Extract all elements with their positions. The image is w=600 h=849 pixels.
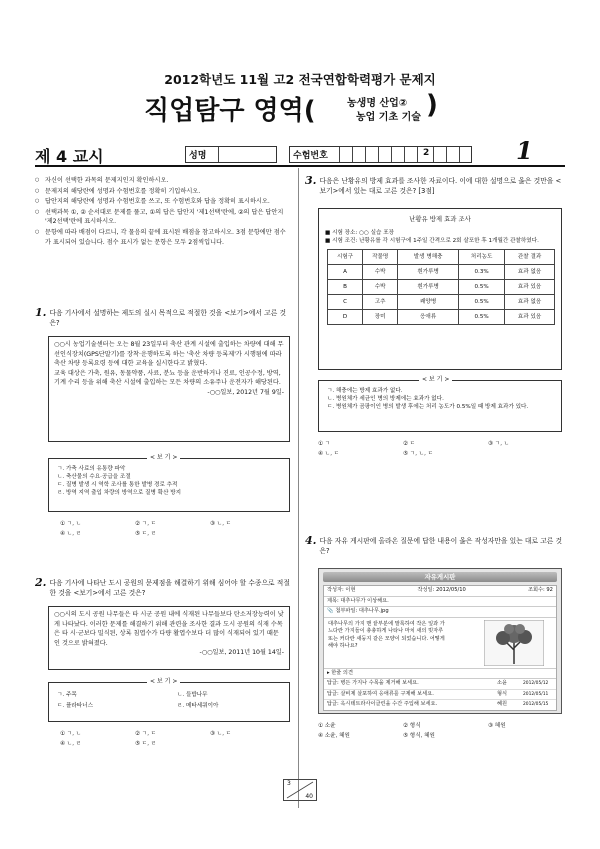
table-cell: C: [328, 295, 363, 310]
question-number: 1.: [35, 306, 47, 319]
reply-date: 2012/05/11: [523, 691, 549, 697]
bogi-label: < 보 기 >: [147, 454, 180, 462]
note-item: ○ 답안지의 해당란에 성명과 수험번호를 쓰고, 또 수험번호와 답을 정확히 표시하시오.: [35, 197, 291, 207]
reply-header: ▸ 한줄 의견: [324, 669, 556, 680]
answer-choices: [318, 722, 558, 740]
question-3: [305, 176, 567, 196]
tree-image: [484, 620, 544, 666]
question-number: 3.: [305, 174, 317, 187]
page-footer: [283, 779, 317, 801]
table-cell: 0.3%: [459, 265, 505, 280]
results-table: [327, 249, 555, 325]
choice-4[interactable]: ④ ㄴ, ㄹ: [60, 531, 82, 537]
choice-2[interactable]: ② 형식: [403, 723, 421, 729]
question-4: [305, 536, 567, 556]
table-cell: 흰가루병: [398, 280, 459, 295]
article-text: ○○시의 도시 공원 나무들은 타 시군 공원 내에 식재된 나무들보다 탄소저장능력이 낮게 나타났다. 이러한 문제를 해결하기 위해 관련을 조사한 결과 도시 공원의 식재 수목은 타 시·군보다 밀식된, 상록 침엽수가 다량 활엽수보다 더 많이 식재되어 있기 때문인 것으로 밝혀졌다.: [54, 611, 284, 647]
choice-4[interactable]: ④ ㄴ, ㄹ: [60, 741, 82, 747]
bogi-item: ㄹ. 메타세쿼이아: [177, 703, 219, 709]
question-stem: 다음 자유 게시판에 올라온 질문에 답한 내용이 옳은 작성자만을 있는 대로 고른 것은?: [319, 537, 563, 555]
experiment-box: [318, 208, 562, 370]
table-cell: 장미: [363, 310, 398, 325]
table-cell: 쾌양병: [398, 295, 459, 310]
reply-text: 답글: 병든 가지나 수목을 제거해 보세요.: [327, 680, 419, 686]
name-field: [185, 146, 277, 163]
bogi-item: ㄱ. 가축 사료의 유통량 파악: [57, 466, 126, 472]
comment-icon: ▸: [327, 669, 330, 676]
subject-main: 직업탐구 영역(: [144, 96, 316, 126]
answer-choices: [60, 520, 280, 538]
post-author: 작성자: 이현: [327, 587, 356, 593]
subject-title: [144, 88, 464, 128]
article-source: -○○일보, 2012년 7월 9일-: [207, 388, 284, 396]
note-item: ○ 문제지의 해당란에 성명과 수험번호를 정확히 기입하시오.: [35, 187, 291, 197]
table-header: 발생 병해충: [398, 250, 459, 265]
table-header: 관찰 결과: [505, 250, 555, 265]
answer-choices: [60, 730, 280, 748]
bogi-item: ㄷ. 플라타너스: [57, 703, 93, 709]
subject-sub2: 농업 기초 기술: [356, 112, 421, 123]
post-views: 조회수: 92: [527, 587, 553, 593]
bogi-item: ㄱ. 해충에는 방제 효과가 없다.: [327, 388, 403, 394]
choice-5[interactable]: ⑤ 형식, 혜원: [403, 733, 435, 739]
bogi-label: < 보 기 >: [147, 678, 180, 686]
table-header: 작물명: [363, 250, 398, 265]
question-stem: 다음은 난황유의 방제 효과를 조사한 자료이다. 이에 대한 설명으로 옳은 것만을 <보기>에서 있는 대로 고른 것은? [3점]: [319, 177, 562, 195]
table-cell: 효과 있음: [505, 310, 555, 325]
experiment-condition: ■ 시험 조건: 난황유를 각 시험구에 1주일 간격으로 2회 살포한 후 1개월간 관찰하였다.: [325, 238, 539, 244]
reply-date: 2012/05/12: [523, 681, 549, 686]
post-subject: 제목: 대추나무가 이상해요.: [324, 597, 556, 608]
question-1: [35, 308, 293, 328]
answer-choices: [318, 440, 558, 458]
exam-number-label: 수험번호: [293, 151, 328, 161]
question-number: 4.: [305, 534, 317, 547]
article-text: ○○시 농업기술센터는 오는 8월 23일부터 축산 관계 시설에 출입하는 차량에 대해 무선인식장치(GPS단말기)를 장착·운행하도록 하는 '축산 차량 등록제'가 시행됨에 따라 축산 차량 등록요령 등에 대한 교육을 실시한다고 밝혔다. 교육 대상은 가축, 원유, 동물약품, 사료, 분뇨 등을 운반하거나 진료, 인공수정, 방역, 기계 수리 등을 위해 축산 시설에 출입하는 모든 차량의 소유주나 운전자가 해당된다.: [54, 341, 284, 387]
table-row: [328, 295, 555, 310]
name-label: 성명: [189, 151, 207, 161]
reply-author: 소윤: [497, 680, 508, 686]
table-header: 처리농도: [459, 250, 505, 265]
note-item: ○ 문항에 따라 배점이 다르니, 각 물음의 끝에 표시된 배점을 참고하시오. 3점 문항에만 점수가 표시되어 있습니다. 점수 표시가 없는 문항은 모두 2점씩입니다.: [35, 228, 291, 247]
table-cell: 응애류: [398, 310, 459, 325]
bogi-item: ㄷ. 병원체가 곰팡이인 병의 발생 후에는 처리 농도가 0.5%일 때 방제 효과가 있다.: [327, 404, 529, 410]
exam-number-digit: 2: [423, 148, 430, 158]
reply-date: 2012/05/15: [523, 702, 549, 707]
table-row: [328, 310, 555, 325]
choice-1[interactable]: ① ㄱ: [318, 441, 331, 447]
subject-sub1: 농생명 산업②: [347, 98, 408, 109]
table-cell: 0.5%: [459, 295, 505, 310]
table-cell: D: [328, 310, 363, 325]
choice-3[interactable]: ③ 혜원: [488, 723, 506, 729]
choice-2[interactable]: ② ㄱ, ㄷ: [135, 521, 157, 527]
choice-4[interactable]: ④ 소윤, 혜원: [318, 733, 350, 739]
article-box: [48, 336, 290, 442]
choice-5[interactable]: ⑤ ㄱ, ㄴ, ㄷ: [403, 451, 434, 457]
question-stem: 다음 기사에 나타난 도시 공원의 문제점을 해결하기 위해 심어야 할 수종으로 적절한 것을 <보기>에서 고른 것은?: [49, 579, 290, 597]
table-cell: 고추: [363, 295, 398, 310]
reply-text: 답글: 옥시테트라사이클린을 수간 주입해 보세요.: [327, 701, 438, 707]
bogi-box: [48, 678, 290, 722]
table-row: [328, 265, 555, 280]
experiment-title: 난황유 방제 효과 조사: [409, 215, 471, 223]
article-box: [48, 606, 290, 670]
bogi-label: < 보 기 >: [419, 376, 452, 384]
choice-1[interactable]: ① ㄱ, ㄴ: [60, 731, 82, 737]
period-label: 제 4 교시: [35, 147, 104, 166]
choice-2[interactable]: ② ㄷ: [403, 441, 416, 447]
experiment-place: ■ 시험 장소: ○○ 실습 포장: [325, 230, 395, 236]
question-2: [35, 578, 293, 598]
choice-3[interactable]: ③ ㄱ, ㄴ: [488, 441, 510, 447]
exam-number-field: [289, 146, 472, 163]
choice-1[interactable]: ① ㄱ, ㄴ: [60, 521, 82, 527]
page-number: 1: [516, 136, 533, 165]
table-cell: 수박: [363, 265, 398, 280]
reply-author: 형식: [497, 690, 508, 697]
table-cell: 수박: [363, 280, 398, 295]
table-cell: 0.5%: [459, 310, 505, 325]
bogi-item: ㄴ. 들밥나무: [177, 692, 208, 698]
bogi-box: [318, 376, 562, 432]
reply-row: [324, 679, 556, 690]
question-stem: 다음 기사에서 설명하는 제도의 실시 목적으로 적절한 것을 <보기>에서 고른 것은?: [49, 309, 287, 327]
bogi-item: ㄷ. 질병 발생 시 역학 조사를 통한 발병 경로 추적: [57, 482, 178, 488]
board-title: 자유게시판: [424, 573, 456, 581]
choice-4[interactable]: ④ ㄴ, ㄷ: [318, 451, 340, 457]
reply-author: 혜원: [497, 701, 508, 707]
table-cell: 효과 없음: [505, 295, 555, 310]
post-attachment[interactable]: 첨부파일: 대추나무.jpg: [335, 608, 389, 614]
exam-title: 2012학년도 11월 고2 전국연합학력평가 문제지: [164, 72, 436, 87]
bogi-item: ㄴ. 축산물의 수요·공급을 조절: [57, 474, 131, 480]
choice-5[interactable]: ⑤ ㄷ, ㄹ: [135, 531, 157, 537]
table-cell: 효과 있음: [505, 280, 555, 295]
choice-2[interactable]: ② ㄱ, ㄷ: [135, 731, 157, 737]
instructions: [35, 176, 291, 248]
footer-total: 40: [305, 793, 313, 800]
reply-text: 답글: 살비제 살포하여 응애류를 구제해 보세요.: [327, 690, 434, 697]
table-cell: B: [328, 280, 363, 295]
table-cell: 0.5%: [459, 280, 505, 295]
note-item: ○ 자신이 선택한 과목의 문제지인지 확인하시오.: [35, 176, 291, 186]
reply-row: [324, 700, 556, 710]
table-cell: 효과 없음: [505, 265, 555, 280]
board-content: [323, 585, 557, 711]
choice-3[interactable]: ③ ㄴ, ㄷ: [210, 521, 232, 527]
post-body: 대추나무의 가지 맨 끝부분에 말록하여 작은 잎과 가느다란 가지들이 총총하게 나타나 마치 새의 빗자루 또는 커다란 새둥지 같은 모양이 되었습니다. 어떻게 해야 하나요?: [328, 620, 445, 649]
bogi-item: ㄹ. 방역 지역 출입 차량의 방역으로 질병 확산 방지: [57, 490, 182, 496]
post-date: 작성일: 2012/05/10: [417, 587, 466, 593]
board-title-bar: [323, 572, 557, 582]
choice-5[interactable]: ⑤ ㄷ, ㄹ: [135, 741, 157, 747]
table-row: [328, 280, 555, 295]
table-cell: 흰가루병: [398, 265, 459, 280]
table-cell: A: [328, 265, 363, 280]
table-header: 시험구: [328, 250, 363, 265]
question-number: 2.: [35, 576, 47, 589]
article-source: -○○일보, 2011년 10월 14일-: [199, 649, 284, 657]
choice-3[interactable]: ③ ㄴ, ㄷ: [210, 731, 232, 737]
note-item: ○ 선택과목 ①, ② 순서대로 문제를 풀고, ①의 답은 답안지 '제1선택'란에, ②의 답은 답안지 '제2선택'란에 표시하시오.: [35, 208, 291, 227]
bogi-item: ㄴ. 병원체가 세균인 병의 방제에는 효과가 없다.: [327, 396, 444, 402]
footer-page: 3: [287, 780, 291, 787]
choice-1[interactable]: ① 소윤: [318, 723, 336, 729]
bulletin-board: [318, 568, 562, 714]
subject-close: ): [426, 90, 438, 120]
reply-row: [324, 690, 556, 701]
bogi-box: [48, 454, 290, 512]
bogi-item: ㄱ. 주목: [57, 692, 77, 698]
paperclip-icon: 📎: [327, 608, 334, 614]
